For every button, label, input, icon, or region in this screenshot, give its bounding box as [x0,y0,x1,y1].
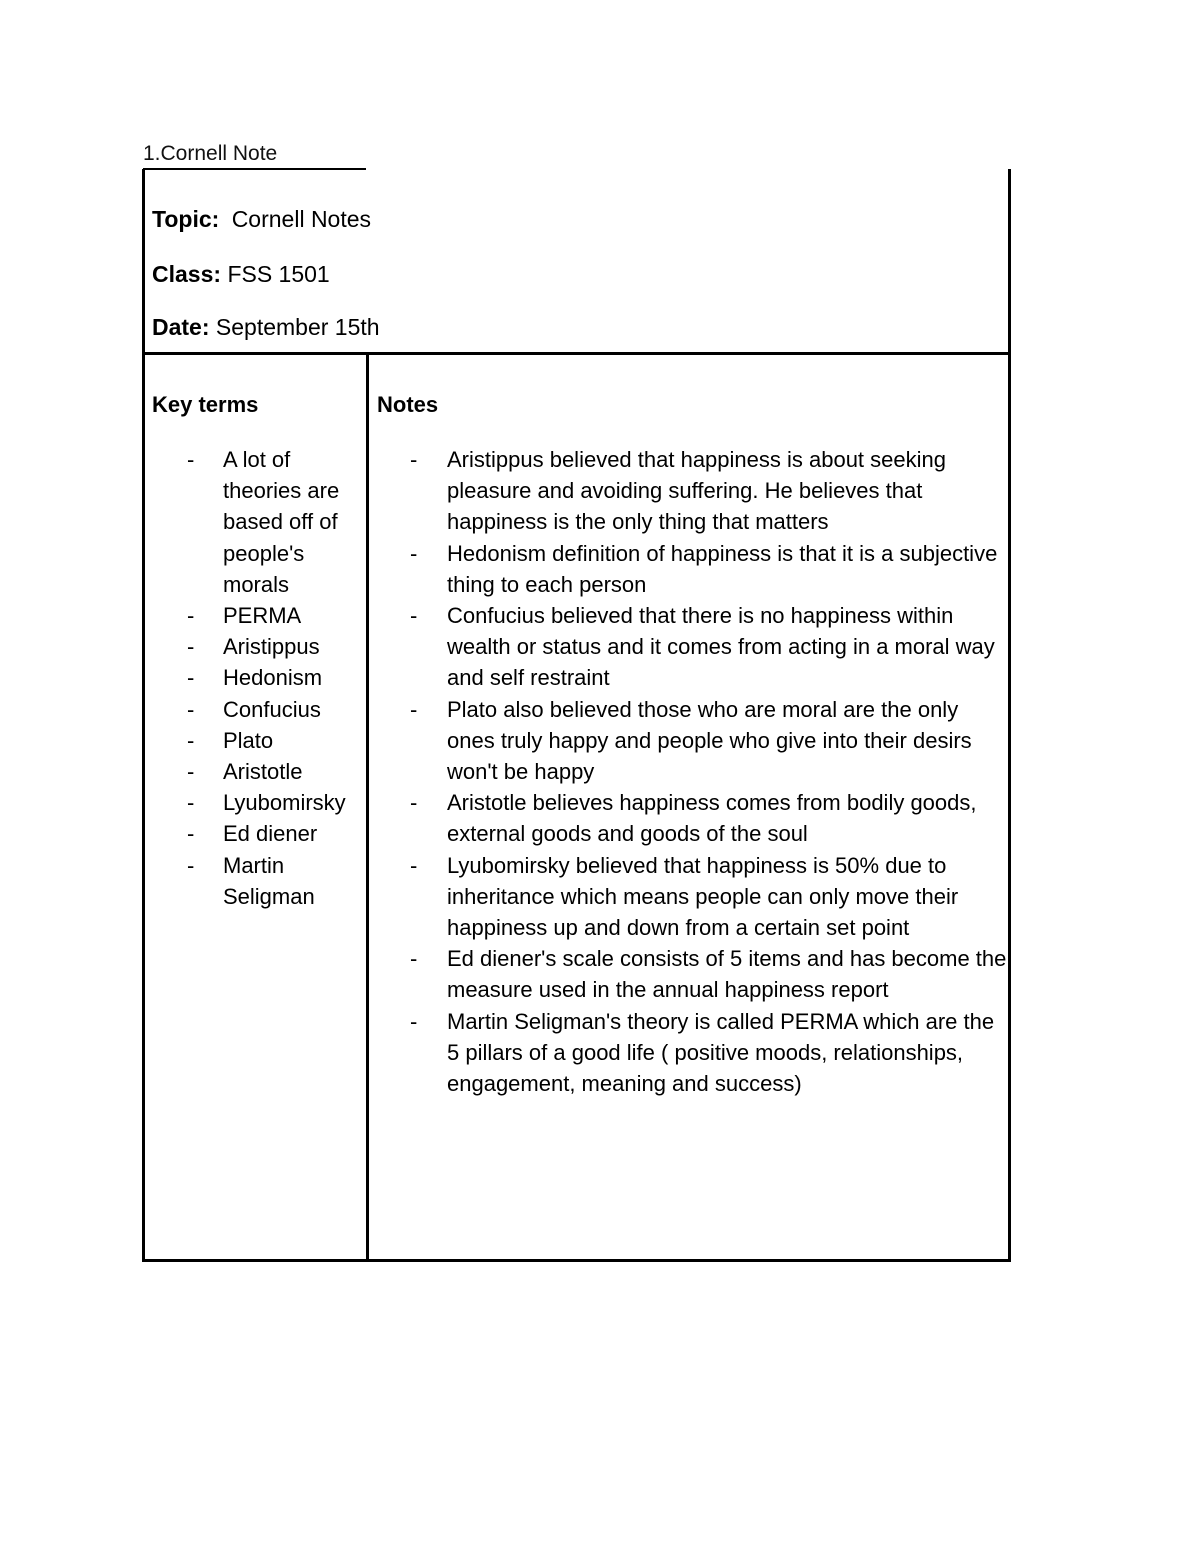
key-term-item [145,850,363,912]
key-terms-title: Key terms [152,392,259,417]
note-item [369,787,1009,849]
key-term-item-text: A lot of theories are based off of people's morals [223,447,340,597]
bullet-dash: - [187,696,195,722]
note-item-text: Aristippus believed that happiness is about seeking pleasure and avoiding suffering. He believes that happiness is the only thing that matters [447,447,946,535]
note-header-section [145,169,1008,355]
notes-list [369,444,1009,1099]
class-value: FSS 1501 [227,261,330,287]
bullet-dash: - [410,603,418,629]
bullet-dash: - [410,790,418,816]
note-item [369,1006,1009,1100]
notes-column [369,355,1008,1259]
bullet-dash: - [410,852,418,878]
key-term-item-text: Plato [223,727,274,753]
note-item-text: Plato also believed those who are moral are the only ones truly happy and people who give into their desirs won't be happy [447,696,972,785]
topic-value: Cornell Notes [231,206,372,232]
date-line [152,313,380,341]
bullet-dash: - [410,540,418,566]
note-item-text: Confucius believed that there is no happiness within wealth or status and it comes from acting in a moral way and self restraint [447,603,995,691]
key-term-item-text: Martin Seligman [223,852,315,909]
note-item-text: Lyubomirsky believed that happiness is 50% due to inheritance which means people can only move their happiness up and down from a certain set point [447,852,959,941]
note-item-text: Martin Seligman's theory is called PERMA which are the 5 pillars of a good life ( positive moods, relationships, engagement, meaning and success) [447,1008,995,1097]
note-item [369,694,1009,788]
key-term-item-text: Ed diener [223,821,318,847]
key-term-item [145,662,363,693]
bullet-dash: - [187,759,195,785]
key-term-item-text: Aristotle [223,759,303,785]
bullet-dash: - [187,852,195,878]
note-item [369,943,1009,1005]
topic-line [152,205,371,233]
date-label: Date: [152,314,210,340]
key-terms-list [145,444,363,912]
key-term-item [145,756,363,787]
key-term-item [145,631,363,662]
key-term-item-text: Confucius [223,696,321,722]
key-term-item-text: PERMA [223,603,302,629]
bullet-dash: - [187,821,195,847]
key-term-item [145,444,363,600]
bullet-dash: - [410,696,418,722]
key-term-item [145,818,363,849]
date-value: September 15th [215,314,380,340]
notes-title: Notes [377,392,439,417]
bullet-dash: - [187,603,195,629]
key-terms-column [145,355,366,1259]
bullet-dash: - [187,727,195,753]
bullet-dash: - [410,1008,418,1034]
note-item [369,600,1009,694]
bullet-dash: - [187,790,195,816]
key-term-item [145,600,363,631]
note-item-text: Hedonism definition of happiness is that it is a subjective thing to each person [447,540,998,597]
key-term-item-text: Hedonism [223,665,323,691]
cornell-note-table [142,169,1011,1262]
bullet-dash: - [187,634,195,660]
document-heading: 1.Cornell Note [143,142,278,165]
bullet-dash: - [187,665,195,691]
class-line [152,260,330,288]
class-label: Class: [152,261,222,287]
key-term-item-text: Lyubomirsky [223,790,346,816]
note-item [369,538,1009,600]
topic-label: Topic: [152,206,220,232]
note-item [369,850,1009,944]
key-term-item [145,725,363,756]
bullet-dash: - [410,946,418,972]
note-item-text: Ed diener's scale consists of 5 items and has become the measure used in the annual happiness report [447,946,1007,1003]
key-term-item [145,694,363,725]
note-item-text: Aristotle believes happiness comes from bodily goods, external goods and goods of the soul [447,790,977,847]
note-item [369,444,1009,538]
key-term-item-text: Aristippus [223,634,320,660]
bullet-dash: - [410,447,418,472]
bullet-dash: - [187,447,195,472]
key-term-item [145,787,363,818]
